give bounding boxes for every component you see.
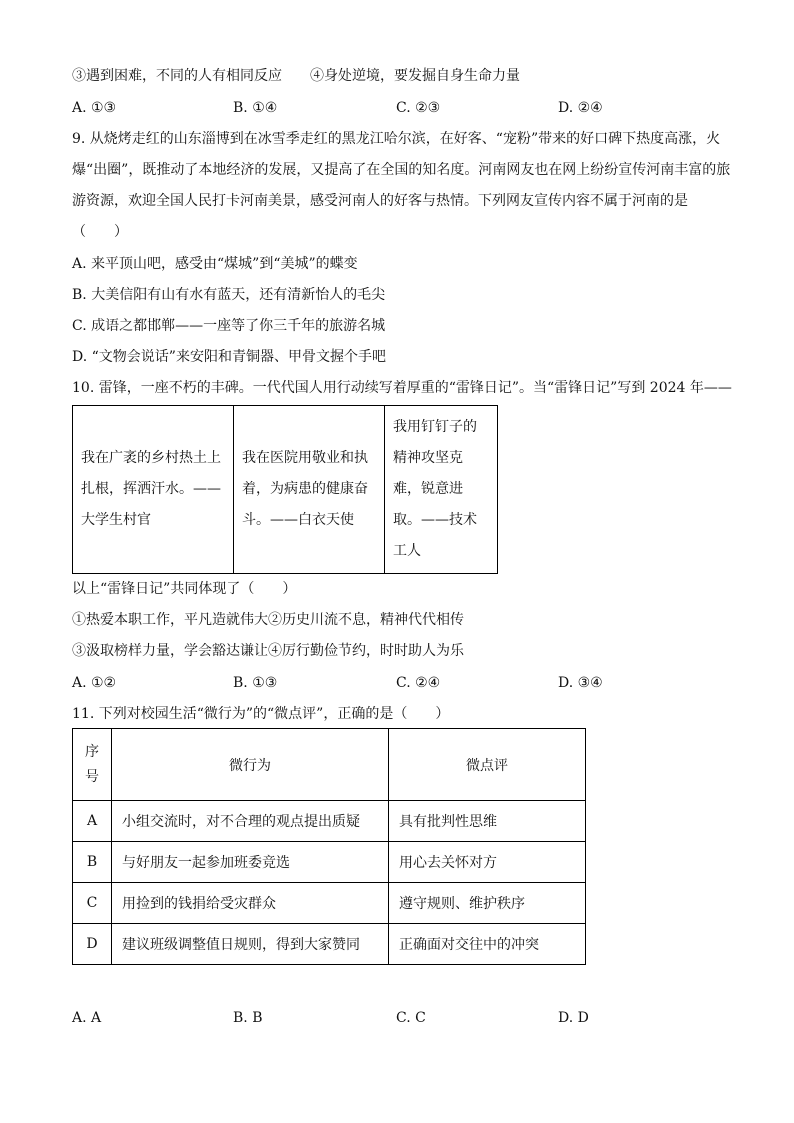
diary-cell: 我在医院用敬业和执着，为病患的健康奋斗。——白衣天使: [234, 406, 385, 574]
q10-item-line: ①热爱本职工作，平凡造就伟大②历史川流不息，精神代代相传: [72, 612, 464, 628]
header-index: 序号: [73, 729, 112, 801]
q10-item-line: ③汲取榜样力量，学会豁达谦让④厉行勤俭节约，时时助人为乐: [72, 643, 464, 659]
row-comment: 用心去关怀对方: [389, 842, 586, 883]
table-row: [73, 924, 586, 965]
header-comment: 微点评: [389, 729, 586, 801]
q10-option-c: C. ②④: [396, 675, 441, 691]
q11-option-c: C. C: [396, 1010, 426, 1026]
q8-option-b: B. ①④: [233, 100, 278, 116]
q8-items-line: ③遇到困难，不同的人有相同反应 ④身处逆境，要发掘自身生命力量: [72, 68, 520, 84]
q10-option-a: A. ①②: [72, 675, 117, 691]
q10-option-b: B. ①③: [233, 675, 278, 691]
row-behavior: 小组交流时，对不合理的观点提出质疑: [112, 801, 389, 842]
row-behavior: 与好朋友一起参加班委竞选: [112, 842, 389, 883]
row-id: B: [73, 842, 112, 883]
q11-stem: 11. 下列对校园生活“微行为”的“微点评”，正确的是（ ）: [72, 706, 450, 722]
row-behavior: 用捡到的钱捐给受灾群众: [112, 883, 389, 924]
q8-option-d: D. ②④: [558, 100, 603, 116]
diary-cell: 我用钉钉子的精神攻坚克难，锐意进取。——技术工人: [385, 406, 498, 574]
diary-table: [72, 405, 498, 574]
q10-question: 以上“雷锋日记”共同体现了（ ）: [72, 581, 297, 597]
micro-behavior-table: [72, 728, 586, 965]
table-row: [73, 842, 586, 883]
row-behavior: 建议班级调整值日规则，得到大家赞同: [112, 924, 389, 965]
row-comment: 正确面对交往中的冲突: [389, 924, 586, 965]
table-row: [73, 801, 586, 842]
table-row: [73, 883, 586, 924]
q9-option-d: D. “文物会说话”来安阳和青铜器、甲骨文握个手吧: [72, 349, 386, 365]
q11-option-b: B. B: [233, 1010, 263, 1026]
q9-stem: 9. 从烧烤走红的山东淄博到在冰雪季走红的黑龙江哈尔滨，在好客、“宠粉”带来的好口碑下热度高涨，火爆“出圈”，既推动了本地经济的发展，又提高了在全国的知名度。河南网友也在网上纷纷宣传河南丰富的旅游资源，欢迎全国人民打卡河南美景，感受河南人的好客与热情。下列网友宣传内容不属于河南的是（ ）: [72, 131, 731, 240]
q8-option-a: A. ①③: [72, 100, 117, 116]
q10-stem: 10. 雷锋，一座不朽的丰碑。一代代国人用行动续写着厚重的“雷锋日记”。当“雷锋日记”写到 2024 年——: [72, 380, 732, 396]
q9-option-a: A. 来平顶山吧，感受由“煤城”到“美城”的蝶变: [72, 256, 358, 272]
row-id: A: [73, 801, 112, 842]
q11-option-a: A. A: [72, 1010, 102, 1026]
row-comment: 具有批判性思维: [389, 801, 586, 842]
header-behavior: 微行为: [112, 729, 389, 801]
row-id: C: [73, 883, 112, 924]
q9-option-b: B. 大美信阳有山有水有蓝天，还有清新怡人的毛尖: [72, 287, 386, 303]
diary-cell: 我在广袤的乡村热土上扎根，挥洒汗水。——大学生村官: [73, 406, 234, 574]
q9-option-c: C. 成语之都邯郸——一座等了你三千年的旅游名城: [72, 318, 386, 334]
q8-option-c: C. ②③: [396, 100, 441, 116]
row-comment: 遵守规则、维护秩序: [389, 883, 586, 924]
q10-option-d: D. ③④: [558, 675, 603, 691]
q11-option-d: D. D: [558, 1010, 589, 1026]
row-id: D: [73, 924, 112, 965]
